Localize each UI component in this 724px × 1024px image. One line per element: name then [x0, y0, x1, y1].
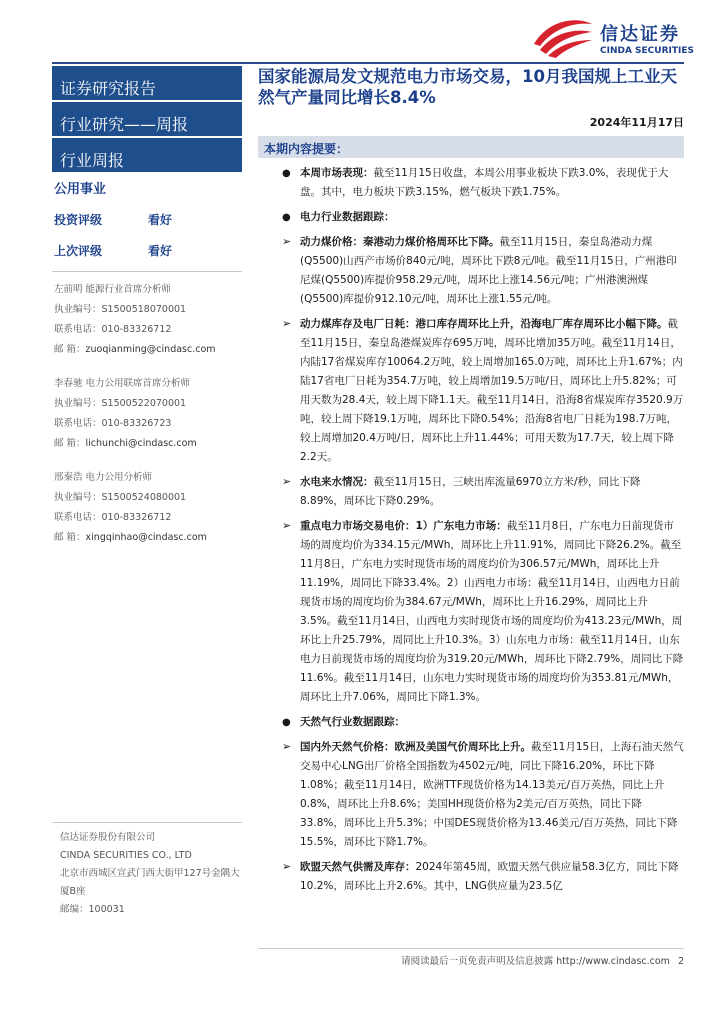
page-number: 2 — [677, 956, 684, 967]
analyst-title: 左前明 能源行业首席分析师 — [54, 284, 172, 295]
report-category-box: 行业周报 — [52, 138, 242, 172]
research-type-box: 行业研究——周报 — [52, 102, 242, 136]
item-text: 截至11月8日，广东电力日前现货市场的周度均价为334.15元/MWh，周环比上升11.91%，周同比下降26.2%。截至11月8日，广东电力实时现货市场的周度均价为306.57元/MWh，周环比上升11.19%，周同比下降33.4%。2）山西电力市场：截至11月14日，山西电力日前现货市场的周度均价为384.67元/MWh，周环比上升16.29%，周同比上升3.5%。截至11月14日，山西电力实时现货市场的周度均价为413.23元/MWh，周环比上升25.79%，周同比上升10.3%。3）山东电力市场：截至11月14日，山东电力日前现货市场的周度均价为319.20元/MWh，周环比下降2.79%，周同比下降11.6%。截至11月14日，山东电力实时现货市场的周度均价为353.81元/MWh，周环比上升7.06%，周同比下降1.3%。 — [300, 520, 684, 703]
analyst-license: 执业编号：S1500518070001 — [54, 304, 187, 315]
sidebar-divider — [52, 271, 242, 272]
arrow-bullet-icon: ➢ — [282, 235, 292, 248]
header-rule — [52, 62, 684, 64]
analyst-block — [52, 468, 242, 548]
analyst-email-label: 邮 箱： — [54, 344, 86, 355]
item-heading: 天然气行业数据跟踪： — [300, 716, 405, 728]
prev-rating-value: 看好 — [148, 244, 173, 258]
disclaimer-link[interactable]: 请阅读最后一页免责声明及信息披露 http://www.cindasc.com — [401, 956, 670, 967]
report-date: 2024年11月17日 — [589, 116, 684, 129]
company-name-cn: 信达证券股份有限公司 — [60, 832, 156, 843]
list-item — [258, 713, 684, 732]
page-footer — [258, 948, 684, 967]
summary-heading: 本期内容提要： — [258, 136, 684, 158]
company-info — [52, 822, 242, 919]
analyst-license: 执业编号：S1500522070001 — [54, 398, 187, 409]
analyst-phone: 联系电话：010-83326723 — [54, 418, 172, 429]
item-text: 截至11月15日，三峡出库流量6970立方米/秒，同比下降8.89%，周环比下降0.29%。 — [300, 476, 641, 507]
investment-rating — [52, 211, 242, 228]
logo-text-cn: 信达证券 — [600, 24, 680, 45]
analyst-email-label: 邮 箱： — [54, 438, 86, 449]
analyst-email[interactable]: lichunchi@cindasc.com — [85, 438, 197, 449]
item-text: 2024年第45周，欧盟天然气供应量58.3亿方，同比下降10.2%，周环比上升2.6%。其中，LNG供应量为23.5亿 — [300, 861, 679, 892]
cinda-logo — [530, 14, 710, 60]
analyst-email[interactable]: zuoqianming@cindasc.com — [85, 344, 216, 355]
logo-text-en: CINDA SECURITIES — [600, 46, 694, 56]
list-item — [258, 858, 684, 896]
rating-value: 看好 — [148, 213, 173, 227]
item-text: 截至11月15日，上海石油天然气交易中心LNG出厂价格全国指数为4502元/吨，同比下降16.20%，环比下降1.08%；截至11月14日，欧洲TTF现货价格为14.13美元/百万英热，同比上升0.8%，周环比上升8.6%；美国HH现货价格为2美元/百万英热，同比下降33.8%，周环比上升5.3%；中国DES现货价格为13.46美元/百万英热，同比下降15.5%，周环比下降1.7%。 — [300, 741, 684, 848]
list-item — [258, 738, 684, 852]
analyst-phone: 联系电话：010-83326712 — [54, 324, 172, 335]
analyst-phone: 联系电话：010-83326712 — [54, 512, 172, 523]
arrow-bullet-icon: ➢ — [282, 519, 292, 532]
main-content — [258, 66, 684, 896]
item-heading: 动力煤库存及电厂日耗：港口库存周环比上升，沿海电厂库存周环比小幅下降。 — [300, 318, 668, 330]
arrow-bullet-icon: ➢ — [282, 475, 292, 488]
list-item — [258, 473, 684, 511]
item-text: 截至11月15日，秦皇岛港动力煤(Q5500)山西产市场价840元/吨，周环比下跌8元/吨。截至11月15日，广州港印尼煤(Q5500)库提价958.29元/吨，周环比上涨14.56元/吨；广州港澳洲煤(Q5500)库提价912.10元/吨，周环比上涨1.55元/吨。 — [300, 236, 677, 305]
arrow-bullet-icon: ➢ — [282, 740, 292, 753]
company-postcode: 邮编：100031 — [60, 904, 125, 915]
item-heading: 水电来水情况： — [300, 476, 374, 488]
analyst-title: 李春驰 电力公用联席首席分析师 — [54, 378, 191, 389]
item-heading: 电力行业数据跟踪： — [300, 211, 395, 223]
prev-rating-label: 上次评级 — [54, 244, 103, 258]
report-title: 国家能源局发文规范电力市场交易，10月我国规上工业天然气产量同比增长8.4% — [258, 67, 677, 107]
sidebar — [52, 66, 242, 960]
analyst-email-label: 邮 箱： — [54, 532, 86, 543]
summary-list — [258, 164, 684, 896]
analyst-title: 邢秦浩 电力公用分析师 — [54, 472, 153, 483]
cinda-swoosh-icon — [530, 14, 596, 58]
item-heading: 本周市场表现： — [300, 167, 374, 179]
list-item — [258, 208, 684, 227]
item-heading: 重点电力市场交易电价：1）广东电力市场： — [300, 520, 507, 532]
item-text: 截至11月15日收盘，本周公用事业板块下跌3.0%，表现优于大盘。其中，电力板块下跌3.15%，燃气板块下跌1.75%。 — [300, 167, 669, 198]
bullet-icon: ● — [282, 212, 291, 223]
analyst-block — [52, 280, 242, 360]
item-text: 截至11月15日，秦皇岛港煤炭库存695万吨，周环比增加35万吨。截至11月14日，内陆17省煤炭库存10064.2万吨，较上周增加165.0万吨，周环比上升1.67%；内陆17省电厂日耗为354.7万吨，较上周增加19.5万吨/日，周环比上升5.82%；可用天数为28.4天，较上周下降1.1天。截至11月14日，沿海8省煤炭库存3520.9万吨，较上周下降19.1万吨，周环比下降0.54%；沿海8省电厂日耗为198.7万吨，较上周增加20.4万吨/日，周环比上升11.44%；可用天数为17.7天，较上周下降2.2天。 — [300, 318, 684, 463]
bullet-icon: ● — [282, 168, 291, 179]
list-item — [258, 315, 684, 467]
rating-label: 投资评级 — [54, 213, 103, 227]
report-type-box: 证券研究报告 — [52, 66, 242, 100]
list-item — [258, 164, 684, 202]
item-heading: 欧盟天然气供需及库存： — [300, 861, 416, 873]
previous-rating — [52, 242, 242, 259]
arrow-bullet-icon: ➢ — [282, 860, 292, 873]
item-heading: 国内外天然气价格：欧洲及美国气价周环比上升。 — [300, 741, 531, 753]
arrow-bullet-icon: ➢ — [282, 317, 292, 330]
industry-name: 公用事业 — [54, 182, 107, 197]
item-heading: 动力煤价格：秦港动力煤价格周环比下降。 — [300, 236, 500, 248]
list-item — [258, 233, 684, 309]
bullet-icon: ● — [282, 717, 291, 728]
company-address: 北京市西城区宣武门西大街甲127号金隅大厦B座 — [60, 868, 240, 897]
list-item — [258, 517, 684, 707]
analyst-license: 执业编号：S1500524080001 — [54, 492, 187, 503]
analyst-email[interactable]: xingqinhao@cindasc.com — [85, 532, 207, 543]
company-name-en: CINDA SECURITIES CO., LTD — [60, 850, 192, 861]
analyst-block — [52, 374, 242, 454]
